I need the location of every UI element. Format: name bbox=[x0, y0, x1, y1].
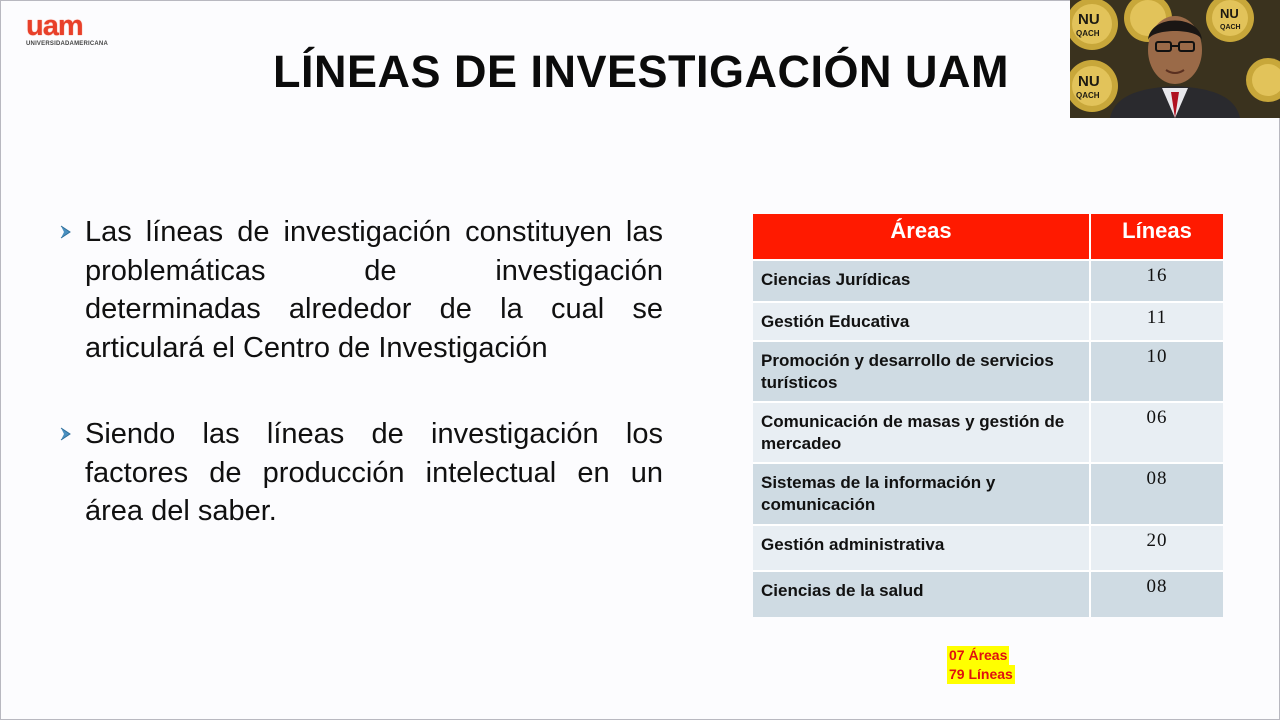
lines-cell: 06 bbox=[1090, 402, 1223, 463]
table-row bbox=[753, 260, 1223, 302]
area-cell: Gestión administrativa bbox=[753, 525, 1090, 571]
chevron-right-icon bbox=[57, 425, 75, 443]
header-lines: Líneas bbox=[1090, 214, 1223, 260]
summary-lines: 79 Líneas bbox=[949, 666, 1013, 682]
area-cell: Comunicación de masas y gestión de mercadeo bbox=[753, 402, 1090, 463]
bullet-text: Las líneas de investigación constituyen las problemáticas de investigación determinadas alrededor de la cual se articulará el Centro de Investigación bbox=[85, 216, 663, 364]
lines-cell: 16 bbox=[1090, 260, 1223, 302]
lines-cell: 11 bbox=[1090, 302, 1223, 341]
area-cell: Promoción y desarrollo de servicios turísticos bbox=[753, 341, 1090, 402]
bullet-text: Siendo las líneas de investigación los factores de producción intelectual en un área del saber. bbox=[85, 418, 663, 527]
uam-logo bbox=[26, 11, 111, 51]
lines-cell: 20 bbox=[1090, 525, 1223, 571]
table-row bbox=[753, 525, 1223, 571]
logo-tagline: UNIVERSIDADAMERICANA bbox=[26, 41, 109, 47]
lines-cell: 08 bbox=[1090, 463, 1223, 525]
summary-areas: 07 Áreas bbox=[949, 647, 1008, 663]
bullet-item bbox=[57, 213, 667, 373]
area-cell: Gestión Educativa bbox=[753, 302, 1090, 341]
backdrop-text: NU bbox=[1220, 6, 1239, 21]
table-row bbox=[753, 402, 1223, 463]
backdrop-text: NU bbox=[1078, 11, 1100, 28]
area-cell: Sistemas de la información y comunicación bbox=[753, 463, 1090, 525]
summary-totals bbox=[947, 646, 1015, 684]
bullet-item bbox=[57, 415, 667, 535]
lines-cell: 10 bbox=[1090, 341, 1223, 402]
slide-title: LÍNEAS DE INVESTIGACIÓN UAM bbox=[272, 46, 1010, 97]
logo-mark: uam bbox=[26, 10, 83, 42]
table-row bbox=[753, 571, 1223, 617]
chevron-right-icon bbox=[57, 223, 75, 241]
table-row bbox=[753, 302, 1223, 341]
area-cell: Ciencias Jurídicas bbox=[753, 260, 1090, 302]
presenter-video-icon bbox=[1070, 0, 1280, 118]
header-areas: Áreas bbox=[753, 214, 1090, 260]
area-cell: Ciencias de la salud bbox=[753, 571, 1090, 617]
backdrop-text: QACH bbox=[1076, 29, 1100, 38]
lines-cell: 08 bbox=[1090, 571, 1223, 617]
presenter-webcam bbox=[1070, 0, 1280, 118]
backdrop-text: QACH bbox=[1076, 91, 1100, 100]
table-row bbox=[753, 341, 1223, 402]
backdrop-text: QACH bbox=[1220, 24, 1241, 31]
table-header-row bbox=[753, 214, 1223, 260]
table-row bbox=[753, 463, 1223, 525]
research-areas-table bbox=[753, 214, 1223, 617]
backdrop-text: NU bbox=[1078, 73, 1100, 90]
